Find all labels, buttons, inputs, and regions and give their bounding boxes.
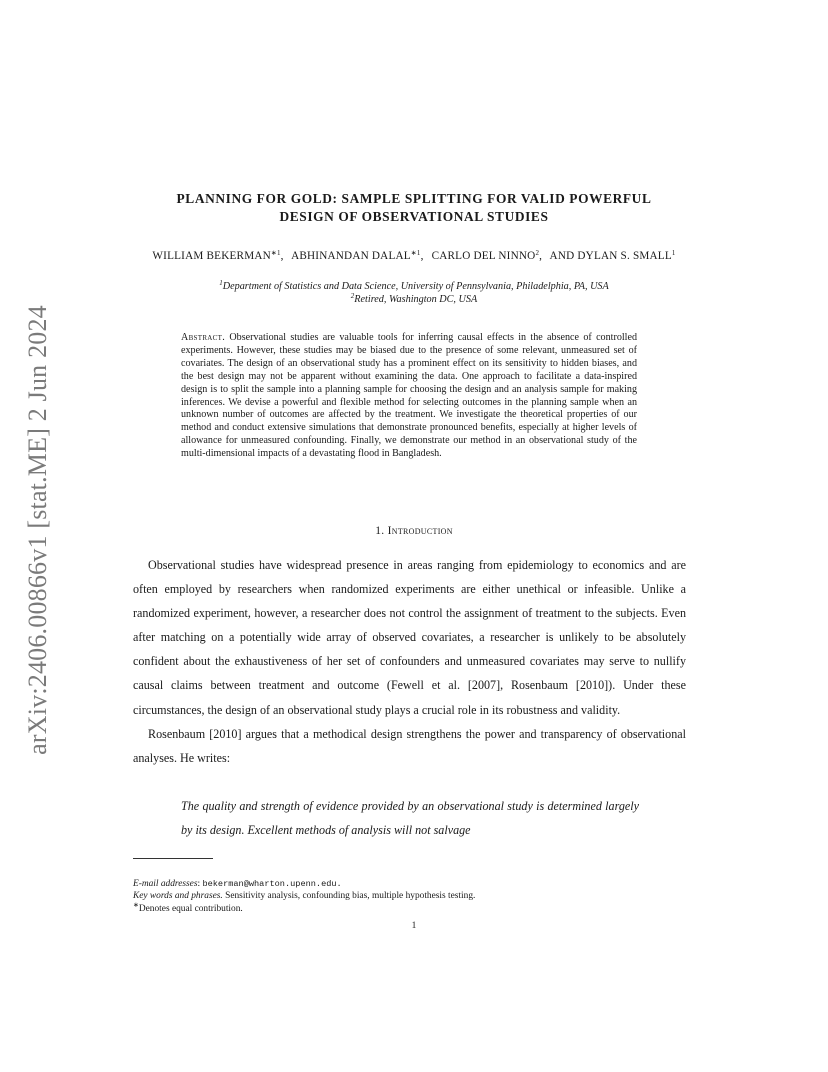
keywords-text: Sensitivity analysis, confounding bias, multiple hypothesis testing. [225,891,476,902]
affiliation [120,281,708,292]
author-mark: 2 [535,249,540,257]
paper-title [120,190,708,226]
affiliation-mark: 2 [350,292,355,300]
footnotes [133,878,693,915]
author-mark: ∗1 [270,249,281,257]
arxiv-identifier-stamp [14,290,62,770]
email-link[interactable]: bekerman@wharton.upenn.edu. [202,879,342,889]
equal-contribution-mark: ∗ [133,900,139,909]
footnote-rule [133,858,213,859]
footnote-keywords [133,890,693,902]
paragraph: Rosenbaum [2010] argues that a methodical design strengthens the power and transparency of observational analyses. He writes: [133,726,686,765]
author-name: WILLIAM BEKERMAN [152,250,271,262]
footnote-email: E-mail addresses: bekerman@wharton.upenn.edu. [133,879,342,889]
affiliation-text: Retired, Washington DC, USA [354,294,478,305]
affiliation-mark: 1 [219,279,223,287]
arxiv-identifier-text: arXiv:2406.00866v1 [stat.ME] 2 Jun 2024 [23,305,52,755]
author-name: AND DYLAN S. SMALL [549,250,672,262]
author-name: ABHINANDAN DALAL [291,250,411,262]
abstract [181,332,637,461]
footnote-equal-contribution [133,900,693,915]
abstract-label: Abstract. [181,332,226,343]
author-list: WILLIAM $BEKERMAN^{∗1}$, ABHINANDAN $DALAL^{∗1}$, CARLO DEL NINNO$^2$, AND DYLAN S. SMALL$^1$ [152,249,676,262]
section-number: 1. [375,525,385,537]
equal-contribution-text: Denotes equal contribution. [138,903,243,914]
abstract-text: Observational studies are valuable tools for inferring causal effects in the absence of controlled experiments. However, these studies may be biased due to the presence of some relevant, unmeasured set of covariates. The design of an observational study has a prominent effect on its sensitivity to hidden biases, and the best design may not be apparent without examining the data. One approach to facilitate a data-inspired design is to split the sample into a planning sample for choosing the design and an analysis sample for making inferences. We devise a powerful and flexible method for selecting outcomes in the planning sample when an unknown number of outcomes are affected by the treatment. We investigate the theoretical properties of our method and conduct extensive simulations that demonstrate pronounced benefits, especially at higher levels of allowance for unmeasured confounding. Finally, we demonstrate our method in an observational study of the multi-dimensional impacts of a devastating flood in Bangladesh. [181,332,637,460]
author-mark: ∗1 [410,249,421,257]
section-heading [120,525,708,537]
author-mark: 1 [671,249,676,257]
section-title: Introduction [387,525,453,537]
title-line-1: PLANNING FOR GOLD: SAMPLE SPLITTING FOR VALID POWERFUL [176,191,652,206]
body-text [133,553,686,770]
title-line-2: DESIGN OF OBSERVATIONAL STUDIES [279,209,549,224]
block-quote: The quality and strength of evidence provided by an observational study is determined largely by its design. Excellent methods of analysis will not salvage [181,799,639,838]
author-name: CARLO DEL NINNO [431,250,536,262]
affiliation [120,294,708,305]
paragraph: Observational studies have widespread presence in areas ranging from epidemiology to economics and are often employed by researchers when randomized experiments are either unethical or infeasible. Unlike a randomized experiment, however, a researcher does not control the assignment of treatment to the subjects. Even after matching on a potentially wide array of observed covariates, a researcher is unlikely to be absolutely confident about the exhaustiveness of her set of confounders and unmeasured covariates may serve to nullify causal claims between treatment and outcome (Fewell et al. [2007], Rosenbaum [2010]). Under these circumstances, the design of an observational study plays a crucial role in its robustness and validity. [133,558,686,717]
email-label: E-mail addresses [133,879,198,889]
affiliation-text: Department of Statistics and Data Science, University of Pennsylvania, Philadelphia, PA, USA [222,281,609,292]
keywords-label: Key words and phrases. [133,891,223,902]
page-number: 1 [411,921,417,931]
